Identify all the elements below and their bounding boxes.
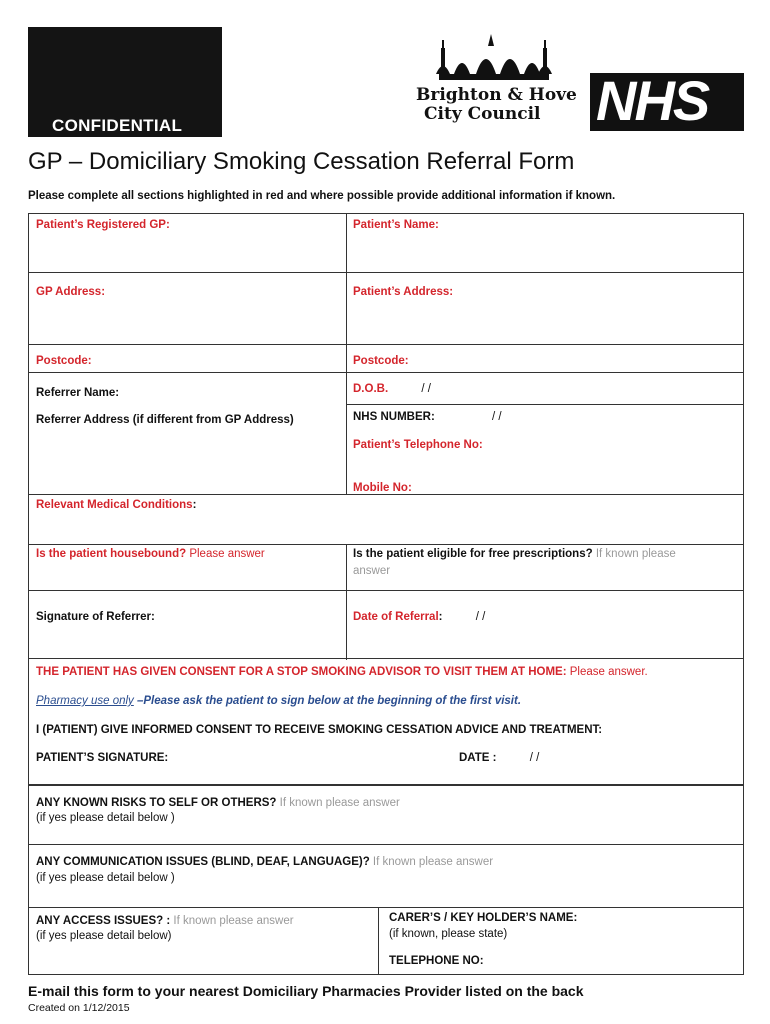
nhs-logo: [590, 69, 744, 132]
consent-section: [28, 658, 744, 785]
free-prescriptions-hint: If known please: [592, 548, 676, 560]
dob-field[interactable]: [353, 383, 431, 395]
council-name-line1: Brighton & Hove: [416, 85, 577, 105]
consent-date-label: DATE :: [459, 752, 497, 764]
access-issues-label: ANY ACCESS ISSUES? :: [36, 915, 171, 927]
known-risks-label: ANY KNOWN RISKS TO SELF OR OTHERS?: [36, 797, 277, 809]
risks-section: [28, 785, 744, 975]
patient-address-field[interactable]: Patient’s Address:: [353, 286, 454, 298]
consent-statement[interactable]: [36, 666, 648, 678]
referral-date-separators: / /: [475, 611, 486, 623]
nhs-number-label: NHS NUMBER:: [353, 411, 435, 423]
communication-issues-field[interactable]: [36, 856, 493, 868]
known-risks-hint: If known please answer: [276, 797, 400, 809]
communication-issues-label: ANY COMMUNICATION ISSUES (BLIND, DEAF, LANGUAGE)?: [36, 856, 370, 868]
council-name: [416, 86, 577, 124]
referrer-address-field[interactable]: Referrer Address (if different from GP Address): [36, 414, 294, 426]
referral-date-colon: :: [438, 611, 443, 623]
created-date: Created on 1/12/2015: [28, 1002, 130, 1014]
confidential-label: CONFIDENTIAL: [52, 116, 183, 135]
consent-statement-hint: Please answer.: [566, 666, 648, 678]
free-prescriptions-field[interactable]: [353, 548, 676, 560]
form-instructions: Please complete all sections highlighted in red and where possible provide additional information if known.: [28, 190, 616, 202]
housebound-field[interactable]: [36, 548, 265, 560]
referrer-name-field[interactable]: Referrer Name:: [36, 387, 120, 399]
referral-date-field[interactable]: [353, 611, 485, 623]
patient-telephone-field[interactable]: Patient’s Telephone No:: [353, 439, 483, 451]
housebound-hint: Please answer: [186, 548, 265, 560]
pharmacy-note: [36, 695, 521, 707]
medical-conditions-label: Relevant Medical Conditions: [36, 499, 193, 511]
dob-separators: / /: [421, 383, 431, 395]
gp-postcode-field[interactable]: Postcode:: [36, 355, 92, 367]
known-risks-detail: (if yes please detail below ): [36, 812, 175, 824]
form-title: GP – Domiciliary Smoking Cessation Referral Form: [28, 148, 575, 175]
pharmacy-use-only-label: Pharmacy use only: [36, 695, 134, 707]
free-prescriptions-hint-line2: answer: [353, 565, 391, 577]
email-instructions: E-mail this form to your nearest Domiciliary Pharmacies Provider listed on the back: [28, 983, 584, 999]
patient-signature-field[interactable]: PATIENT’S SIGNATURE:: [36, 752, 169, 764]
council-name-line2: City Council: [424, 104, 541, 124]
referrer-signature-field[interactable]: Signature of Referrer:: [36, 611, 155, 623]
dob-label: D.O.B.: [353, 383, 389, 395]
informed-consent-statement: I (PATIENT) GIVE INFORMED CONSENT TO RECEIVE SMOKING CESSATION ADVICE AND TREATMENT:: [36, 724, 603, 736]
carer-telephone-field[interactable]: TELEPHONE NO:: [389, 955, 484, 967]
nhs-logo-text: NHS: [596, 69, 709, 132]
communication-issues-hint: If known please answer: [369, 856, 494, 868]
medical-conditions-field[interactable]: [36, 499, 196, 511]
communication-issues-detail: (if yes please detail below ): [36, 872, 175, 884]
referral-details-table: [28, 213, 744, 659]
known-risks-field[interactable]: [36, 797, 400, 809]
referral-date-label: Date of Referral: [353, 611, 439, 623]
consent-statement-text: THE PATIENT HAS GIVEN CONSENT FOR A STOP SMOKING ADVISOR TO VISIT THEM AT HOME:: [36, 666, 567, 678]
gp-address-field[interactable]: GP Address:: [36, 286, 106, 298]
access-issues-detail: (if yes please detail below): [36, 930, 172, 942]
housebound-label: Is the patient housebound?: [36, 548, 187, 560]
registered-gp-field[interactable]: Patient’s Registered GP:: [36, 219, 170, 231]
free-prescriptions-label: Is the patient eligible for free prescriptions?: [353, 548, 593, 560]
medical-conditions-colon: :: [192, 499, 197, 511]
access-issues-hint: If known please answer: [170, 915, 294, 927]
carer-name-field[interactable]: CARER’S / KEY HOLDER’S NAME:: [389, 912, 578, 924]
patient-name-field[interactable]: Patient’s Name:: [353, 219, 439, 231]
nhs-number-separators: / /: [491, 411, 502, 423]
consent-date-separators: / /: [529, 752, 540, 764]
mobile-field[interactable]: Mobile No:: [353, 482, 412, 494]
pharmacy-note-text: –Please ask the patient to sign below at the beginning of the first visit.: [133, 695, 522, 707]
nhs-number-field[interactable]: [353, 411, 502, 423]
carer-name-detail: (if known, please state): [389, 928, 508, 940]
consent-date-field[interactable]: [459, 752, 539, 764]
access-issues-field[interactable]: [36, 915, 294, 927]
patient-postcode-field[interactable]: Postcode:: [353, 355, 409, 367]
